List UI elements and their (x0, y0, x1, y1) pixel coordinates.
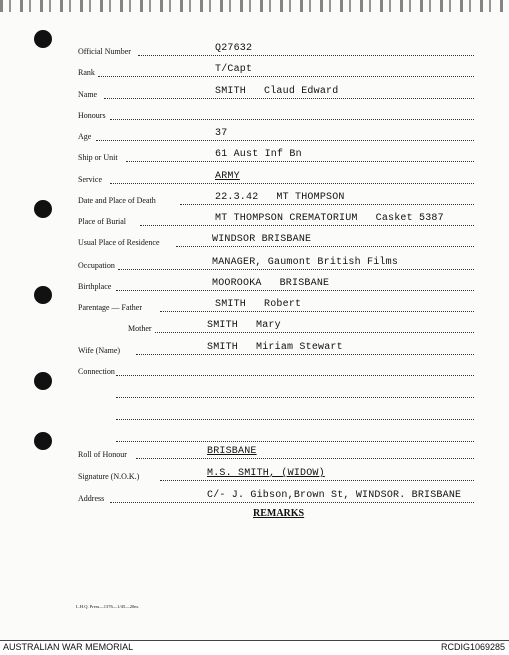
dotted-line (155, 332, 474, 333)
label-age: Age (78, 132, 92, 141)
dotted-line (180, 204, 474, 205)
value-name (215, 86, 356, 97)
label-wife: Wife (Name) (78, 346, 121, 355)
value-father-surname: SMITH (215, 299, 247, 310)
dotted-line (126, 161, 474, 162)
value-residence: WINDSOR BRISBANE (212, 234, 312, 245)
dotted-line (116, 290, 474, 291)
dotted-line (118, 269, 474, 270)
row-service (0, 166, 509, 186)
value-death (215, 192, 363, 203)
value-mother (207, 320, 299, 331)
value-rank: T/Capt (215, 64, 253, 75)
row-roll-of-honour (0, 441, 509, 461)
label-birthplace: Birthplace (78, 282, 112, 291)
dotted-line (110, 502, 474, 503)
label-signature: Signature (N.O.K.) (78, 472, 140, 481)
label-residence: Usual Place of Residence (78, 238, 160, 247)
row-burial (0, 208, 509, 228)
row-connection-cont (0, 402, 509, 422)
dotted-line (98, 76, 474, 77)
row-residence (0, 229, 509, 249)
row-death (0, 187, 509, 207)
value-signature: M.S. SMITH, (WIDOW) (207, 468, 325, 479)
value-ship-or-unit: 61 Aust Inf Bn (215, 149, 302, 160)
dotted-line (110, 183, 474, 184)
value-burial-place: MT THOMPSON CREMATORIUM (215, 213, 358, 224)
dotted-line (176, 246, 474, 247)
label-occupation: Occupation (78, 261, 115, 270)
label-mother: Mother (128, 324, 152, 333)
value-casket: Casket 5387 (375, 213, 444, 224)
value-father (215, 299, 319, 310)
dotted-line (116, 419, 474, 420)
label-rank: Rank (78, 68, 95, 77)
value-service: ARMY (215, 171, 240, 182)
dotted-line (136, 458, 474, 459)
label-connection: Connection (78, 367, 115, 376)
row-signature (0, 463, 509, 483)
label-official-number: Official Number (78, 47, 131, 56)
value-birthplace-suburb: MOOROOKA (212, 278, 262, 289)
dotted-line (160, 480, 474, 481)
print-mark: L.H.Q. Press—1376—1/45—20m. (76, 604, 139, 609)
row-rank (0, 59, 509, 79)
value-address: C/- J. Gibson,Brown St, WINDSOR. BRISBANE (207, 490, 462, 501)
value-roll-of-honour: BRISBANE (207, 446, 257, 457)
row-ship-or-unit (0, 144, 509, 164)
row-birthplace (0, 273, 509, 293)
row-official-number (0, 38, 509, 58)
dotted-line (116, 397, 474, 398)
value-burial (215, 213, 462, 224)
row-name (0, 81, 509, 101)
label-ship-or-unit: Ship or Unit (78, 153, 118, 162)
value-wife-surname: SMITH (207, 342, 239, 353)
row-connection (0, 358, 509, 378)
value-death-place: MT THOMPSON (276, 192, 345, 203)
row-wife (0, 337, 509, 357)
row-honours (0, 102, 509, 122)
value-death-date: 22.3.42 (215, 192, 259, 203)
dotted-line (116, 375, 474, 376)
label-burial: Place of Burial (78, 217, 126, 226)
label-service: Service (78, 175, 102, 184)
row-connection-cont (0, 380, 509, 400)
row-occupation (0, 252, 509, 272)
value-given-names: Claud Edward (264, 86, 339, 97)
value-wife-given: Miriam Stewart (256, 342, 343, 353)
dotted-line (96, 140, 474, 141)
value-surname: SMITH (215, 86, 247, 97)
scan-edge-noise (0, 0, 509, 12)
archive-footer (0, 640, 509, 655)
label-roll-of-honour: Roll of Honour (78, 450, 127, 459)
dotted-line (136, 354, 474, 355)
value-birthplace-city: BRISBANE (279, 278, 330, 289)
dotted-line (140, 225, 474, 226)
value-age: 37 (215, 128, 228, 139)
label-death: Date and Place of Death (78, 196, 156, 205)
row-age (0, 123, 509, 143)
value-mother-surname: SMITH (207, 320, 239, 331)
dotted-line (110, 119, 474, 120)
remarks-heading: REMARKS (253, 508, 305, 519)
dotted-line (160, 311, 474, 312)
value-birthplace (212, 278, 347, 289)
value-wife (207, 342, 361, 353)
row-father (0, 294, 509, 314)
value-official-number: Q27632 (215, 43, 253, 54)
value-mother-given: Mary (256, 320, 281, 331)
dotted-line (104, 98, 474, 99)
label-address: Address (78, 494, 105, 503)
value-occupation: MANAGER, Gaumont British Films (212, 257, 399, 268)
dotted-line (138, 55, 474, 56)
label-father: Parentage — Father (78, 303, 142, 312)
row-address (0, 485, 509, 505)
label-name: Name (78, 90, 98, 99)
value-father-given: Robert (264, 299, 302, 310)
footer-record-id: RCDIG1069285 (440, 642, 505, 652)
row-mother (0, 315, 509, 335)
footer-institution: AUSTRALIAN WAR MEMORIAL (3, 642, 134, 652)
label-honours: Honours (78, 111, 106, 120)
